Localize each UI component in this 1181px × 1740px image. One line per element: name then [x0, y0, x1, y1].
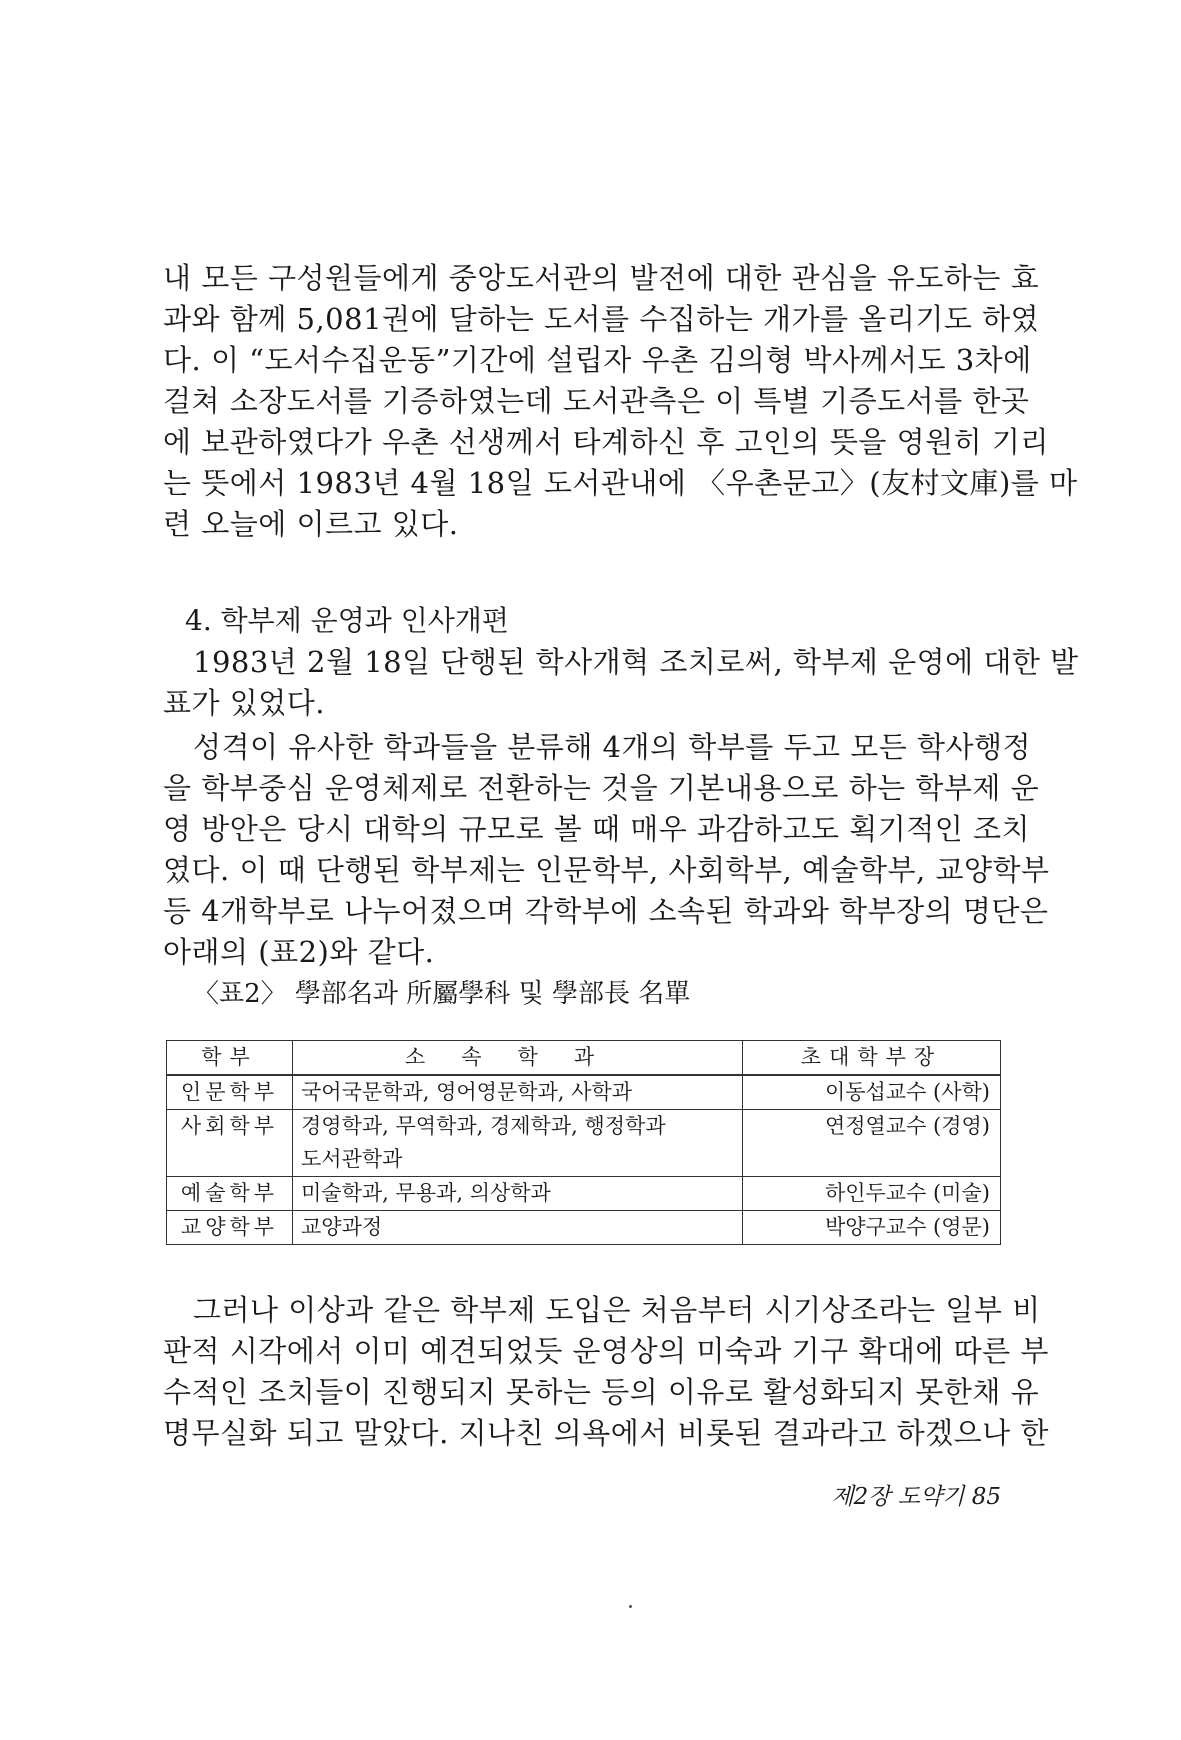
text-line: 을 학부중심 운영체제로 전환하는 것을 기본내용으로 하는 학부제 운	[163, 771, 1040, 805]
text-line: 등 4개학부로 나누어졌으며 각학부에 소속된 학과와 학부장의 명단은	[163, 894, 1049, 928]
text-line: 는 뜻에서 1983년 4월 18일 도서관내에 〈우촌문고〉(友村文庫)를 마	[163, 466, 1078, 500]
department-line: 경영학과, 무역학과, 경제학과, 행정학과	[301, 1114, 666, 1138]
paragraph-failure	[163, 1290, 1049, 1454]
paragraph-reform-announcement	[163, 642, 1079, 724]
text-line: 과와 함께 5,081권에 달하는 도서를 수집하는 개가를 올리기도 하였	[163, 302, 1040, 336]
department-line: 국어국문학과, 영어영문학과, 사학과	[301, 1080, 632, 1104]
text-line: 내 모든 구성원들에게 중앙도서관의 발전에 대한 관심을 유도하는 효	[163, 261, 1040, 295]
department-line: 도서관학과	[301, 1147, 403, 1171]
text-line: 영 방안은 당시 대학의 규모로 볼 때 매우 과감하고도 획기적인 조치	[163, 812, 1031, 846]
paragraph-faculty-system	[163, 727, 1050, 973]
department-line: 교양과정	[301, 1215, 383, 1239]
header-dean: 초대학부장	[743, 1041, 1001, 1076]
table-row	[167, 1177, 1001, 1211]
table-header-row	[167, 1041, 1001, 1076]
page-footer: 제2장 도약기 85	[831, 1484, 1001, 1510]
scan-speck	[629, 1605, 632, 1608]
section-heading: 4. 학부제 운영과 인사개편	[185, 604, 509, 637]
header-faculty: 학부	[167, 1041, 293, 1076]
text-line: 그러나 이상과 같은 학부제 도입은 처음부터 시기상조라는 일부 비	[193, 1293, 1041, 1327]
text-line: 아래의 (표2)와 같다.	[163, 935, 435, 969]
table-row	[167, 1075, 1001, 1110]
faculty-cell: 사회학부	[167, 1110, 293, 1177]
paragraph-book-collection	[163, 258, 1078, 545]
text-line: 성격이 유사한 학과들을 분류해 4개의 학부를 두고 모든 학사행정	[193, 730, 1032, 764]
text-line: 였다. 이 때 단행된 학부제는 인문학부, 사회학부, 예술학부, 교양학부	[163, 853, 1050, 887]
departments-cell	[293, 1177, 743, 1211]
departments-cell	[293, 1075, 743, 1110]
faculty-table	[166, 1040, 1001, 1245]
faculty-cell: 인문학부	[167, 1075, 293, 1110]
text-line: 다. 이 “도서수집운동”기간에 설립자 우촌 김의형 박사께서도 3차에	[163, 343, 1032, 377]
text-line: 련 오늘에 이르고 있다.	[163, 507, 459, 541]
dean-cell: 연정열교수 (경영)	[743, 1110, 1001, 1177]
faculty-cell: 교양학부	[167, 1211, 293, 1245]
dean-cell: 하인두교수 (미술)	[743, 1177, 1001, 1211]
text-line: 명무실화 되고 말았다. 지나친 의욕에서 비롯된 결과라고 하겠으나 한	[163, 1416, 1049, 1450]
table-row	[167, 1110, 1001, 1177]
text-line: 표가 있었다.	[163, 686, 326, 720]
department-line: 미술학과, 무용과, 의상학과	[301, 1181, 551, 1205]
text-line: 1983년 2월 18일 단행된 학사개혁 조치로써, 학부제 운영에 대한 발	[193, 645, 1079, 679]
table-caption: 〈표2〉 學部名과 所屬學科 및 學部長 名單	[193, 979, 691, 1009]
header-departments: 소속학과	[293, 1041, 743, 1076]
text-line: 걸쳐 소장도서를 기증하였는데 도서관측은 이 특별 기증도서를 한곳	[163, 384, 1030, 418]
dean-cell: 박양구교수 (영문)	[743, 1211, 1001, 1245]
text-line: 판적 시각에서 이미 예견되었듯 운영상의 미숙과 기구 확대에 따른 부	[163, 1334, 1049, 1368]
faculty-cell: 예술학부	[167, 1177, 293, 1211]
departments-cell	[293, 1211, 743, 1245]
departments-cell	[293, 1110, 743, 1177]
text-line: 수적인 조치들이 진행되지 못하는 등의 이유로 활성화되지 못한채 유	[163, 1375, 1040, 1409]
dean-cell: 이동섭교수 (사학)	[743, 1075, 1001, 1110]
table-row	[167, 1211, 1001, 1245]
text-line: 에 보관하였다가 우촌 선생께서 타계하신 후 고인의 뜻을 영원히 기리	[163, 425, 1049, 459]
